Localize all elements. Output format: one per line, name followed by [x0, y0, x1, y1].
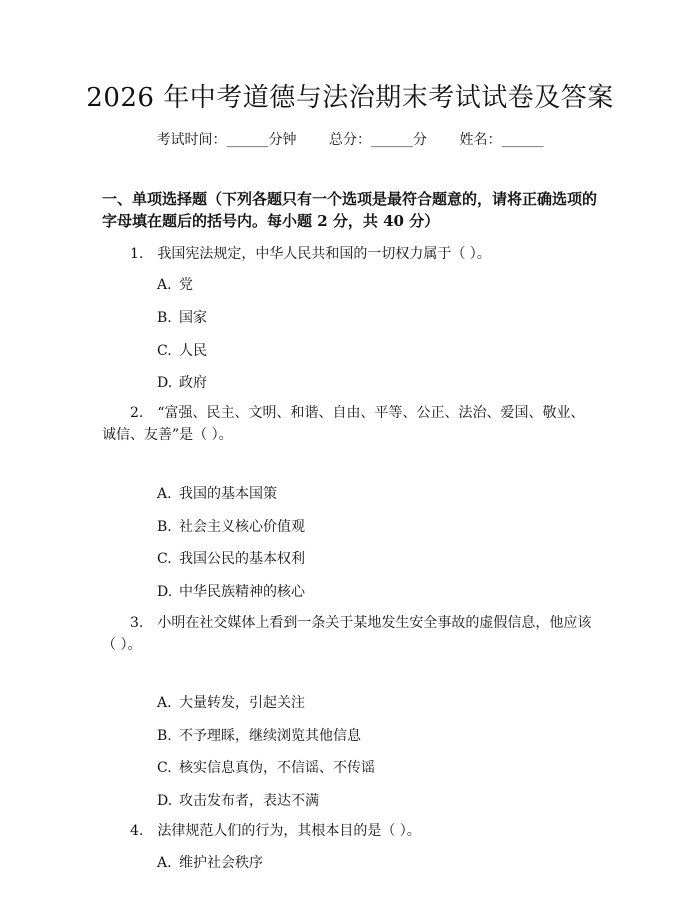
option-text: 大量转发，引起关注 — [179, 695, 305, 711]
question-text: “富强、民主、文明、和谐、自由、平等、公正、法治、爱国、敬业、诚信、友善”是（ ）。 — [102, 405, 585, 443]
option-letter: A. — [157, 277, 172, 293]
option-letter: C. — [157, 551, 172, 567]
option-3b — [157, 725, 361, 747]
option-text: 中华民族精神的核心 — [179, 584, 305, 600]
question-4 — [102, 820, 592, 842]
question-number: 4. — [130, 823, 144, 839]
option-1c — [157, 340, 207, 362]
option-text: 核实信息真伪，不信谣、不传谣 — [179, 760, 375, 776]
exam-time-field: 考试时间：______分钟 — [156, 132, 297, 148]
option-1a — [157, 274, 193, 296]
option-2a — [157, 483, 277, 505]
option-text: 党 — [179, 277, 193, 293]
question-3 — [102, 612, 592, 656]
question-2 — [102, 402, 592, 446]
option-letter: D. — [157, 375, 173, 391]
option-text: 我国的基本国策 — [179, 486, 277, 502]
option-1d — [157, 372, 207, 394]
option-letter: A. — [157, 695, 172, 711]
option-text: 不予理睬，继续浏览其他信息 — [179, 728, 361, 744]
option-text: 社会主义核心价值观 — [179, 519, 305, 535]
question-text: 法律规范人们的行为，其根本目的是（ ）。 — [157, 823, 421, 839]
question-text: 我国宪法规定，中华人民共和国的一切权力属于（ ）。 — [157, 246, 491, 262]
option-letter: B. — [157, 728, 172, 744]
option-text: 政府 — [179, 375, 207, 391]
option-letter: C. — [157, 760, 172, 776]
option-4a — [157, 852, 263, 874]
option-2b — [157, 516, 305, 538]
option-text: 攻击发布者，表达不满 — [179, 793, 319, 809]
option-letter: B. — [157, 519, 172, 535]
section-heading: 一、单项选择题（下列各题只有一个选项是最符合题意的，请将正确选项的字母填在题后的括号内。每小题 2 分，共 40 分） — [102, 190, 598, 230]
option-letter: D. — [157, 584, 173, 600]
option-2d — [157, 581, 305, 603]
question-number: 2. — [130, 405, 144, 421]
total-score-field: 总分：______分 — [329, 132, 427, 148]
exam-info-line — [0, 129, 700, 151]
option-3a — [157, 692, 305, 714]
question-number: 3. — [130, 615, 144, 631]
option-letter: A. — [157, 486, 172, 502]
option-3d — [157, 790, 319, 812]
option-letter: C. — [157, 343, 172, 359]
option-letter: D. — [157, 793, 173, 809]
option-text: 我国公民的基本权利 — [179, 551, 305, 567]
question-number: 1. — [130, 246, 144, 262]
option-text: 维护社会秩序 — [179, 855, 263, 871]
option-1b — [157, 307, 207, 329]
page-title: 2026 年中考道德与法治期末考试试卷及答案 — [86, 83, 614, 113]
question-text: 小明在社交媒体上看到一条关于某地发生安全事故的虚假信息，他应该（ ）。 — [102, 615, 592, 653]
option-2c — [157, 548, 305, 570]
student-name-field: 姓名：______ — [459, 132, 544, 148]
option-text: 国家 — [179, 310, 207, 326]
question-1 — [102, 243, 592, 265]
option-text: 人民 — [179, 343, 207, 359]
option-3c — [157, 757, 375, 779]
option-letter: A. — [157, 855, 172, 871]
option-letter: B. — [157, 310, 172, 326]
